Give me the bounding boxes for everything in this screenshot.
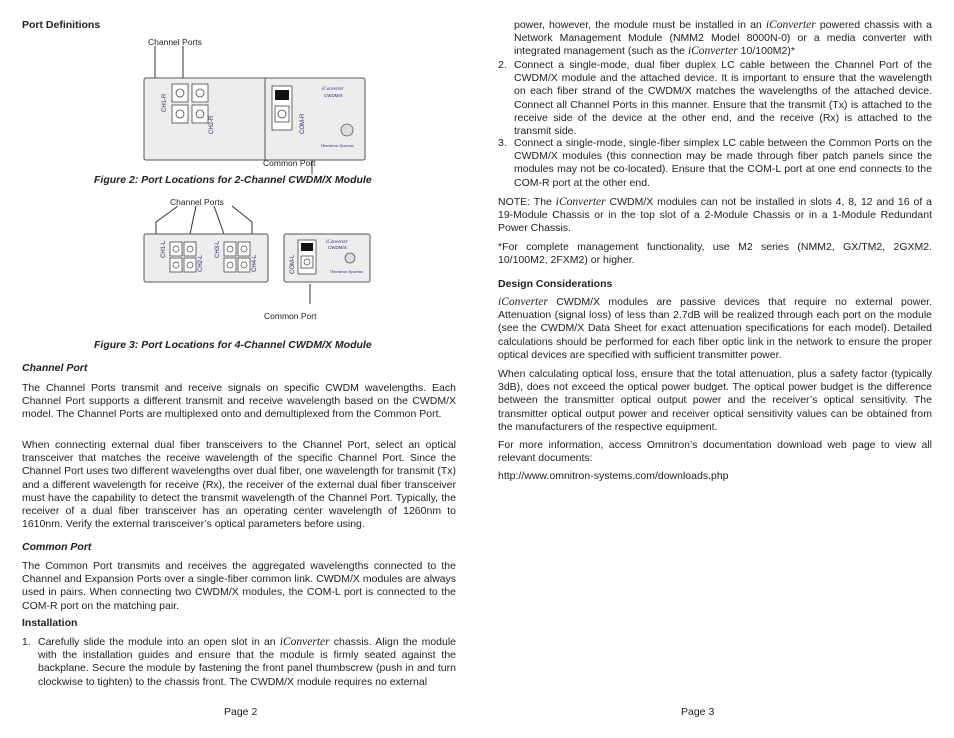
fig2-common-port-label: Common Port bbox=[263, 158, 316, 168]
cont-part-b: powered chassis with a Network Management Module (NMM2 Model 8000N-0) or a media converter with integrated management (such as the bbox=[514, 19, 932, 58]
design-brand: iConverter bbox=[498, 296, 548, 308]
figure-3 bbox=[142, 194, 382, 314]
fig3-diagram bbox=[142, 194, 382, 324]
more-info-paragraph: For more information, access Omnitron’s documentation download web page to view all relevant documents: bbox=[498, 439, 932, 465]
cont-part-c: 10/100M2)* bbox=[737, 45, 795, 58]
note-part-b: CWDM/X modules can not be installed in slots 4, 8, 12 and 16 of a 19-Module Chassis or in the top slot of a 2-Module Chassis or in a 1-Module Redundant Power Chassis. bbox=[498, 196, 933, 235]
cont-brand-2: iConverter bbox=[687, 45, 738, 58]
install-step-1-number: 1. bbox=[22, 636, 31, 648]
fig3-common-port-label: Common Port bbox=[264, 311, 317, 321]
install-step-1-text bbox=[38, 636, 456, 689]
design-paragraph-1-text: CWDM/X modules are passive devices that require no external power. Attenuation (signal loss) of less than 2.7dB will be realized through each port on the module (see the CWDM/X Data Sheet for exact attenuation specifications for each model). Detailed calculations should be performed for each fiber optic link in the network to ensure the proper optical devices are specified with sufficient transmitter power. bbox=[498, 296, 932, 361]
fig3-channel-ports-label: Channel Ports bbox=[170, 197, 224, 207]
cont-brand: iConverter bbox=[765, 19, 816, 31]
fig3-ch4-text: CH4-L bbox=[252, 254, 258, 272]
design-considerations-heading: Design Considerations bbox=[498, 278, 613, 290]
channel-port-paragraph-2: When connecting external dual fiber transceivers to the Channel Port, select an optical transceiver that matches the receive wavelength of the specific Channel Port. Since the Channel Port uses two different wavelengths over dual fiber, one wavelength for transmit (Tx) and a different wavelength for receive (Rx), the receiver of the external dual fiber transceiver must have the capability to detect the transmit wavelength of the Channel Port. Typically, the receiver of a dual fiber transceiver has an operating center wavelength of 1260nm to 1610nm. Verify the external transceiver’s optical parameters before using. bbox=[22, 439, 456, 531]
downloads-url[interactable]: http://www.omnitron-systems.com/downloads.php bbox=[498, 470, 729, 482]
fig3-com-text: COM-L bbox=[290, 254, 296, 274]
note-part-a: NOTE: The bbox=[498, 196, 556, 208]
fig2-ch2-text: CH2-R bbox=[209, 115, 215, 134]
figure-2-caption: Figure 2: Port Locations for 2-Channel CWDM/X Module bbox=[94, 174, 372, 186]
fig2-ch1-text: CH1-R bbox=[162, 93, 168, 112]
install-step-3-text: Connect a single-mode, single-fiber simplex LC cable between the Common Ports on the CWDM/X modules (this connection may be made through fiber patch panels since the modules may not be co-located). Ensure that the COM-L port at one end connects to the COM-R port at the other end. bbox=[514, 137, 932, 189]
install-step-1-continued-text bbox=[514, 19, 932, 59]
fig2-brand-text: iConverter bbox=[322, 87, 344, 92]
install-step-2-text: Connect a single-mode, dual fiber duplex LC cable between the Channel Port of the CWDM/X module and the attached device. It is important to ensure that the wavelength on each fiber strand of the CWDM/X matches the wavelengths of the attached device. Connect all Channel Ports in this manner. Ensure that the transmit (Tx) is attached to the receive side of the device at the other end, and the receive (Rx) is attached to the transmit side. bbox=[514, 59, 932, 138]
common-port-heading: Common Port bbox=[22, 541, 92, 553]
install-step-1-part-b: chassis. Align the module with the installation guides and ensure that the module is firmly seated against the backplane. Secure the module by fastening the front panel thumbscrew (push in and turn clockwise to tighten) to the chassis front. The CWDM/X module requires no external bbox=[38, 636, 457, 688]
footnote-paragraph: *For complete management functionality, use M2 series (NMM2, GX/TM2, 2GXM2. 10/100M2, 2FXM2) or higher. bbox=[498, 241, 932, 267]
port-definitions-heading: Port Definitions bbox=[22, 19, 101, 31]
fig2-maker-text: Omnitron Systems bbox=[321, 143, 354, 148]
install-step-2-number: 2. bbox=[498, 59, 507, 71]
figure-2 bbox=[142, 34, 372, 174]
fig2-model-text: CWDM/X bbox=[324, 93, 343, 98]
fig2-com-text: COM-R bbox=[300, 113, 306, 134]
installation-heading: Installation bbox=[22, 617, 78, 629]
fig3-ch3-text: CH3-L bbox=[215, 240, 221, 258]
figure-3-caption: Figure 3: Port Locations for 4-Channel CWDM/X Module bbox=[94, 339, 372, 351]
install-step-3-number: 3. bbox=[498, 137, 507, 149]
fig2-channel-ports-label: Channel Ports bbox=[148, 37, 202, 47]
install-step-1 bbox=[22, 636, 456, 689]
fig3-maker-text: Omnitron Systems bbox=[330, 269, 363, 274]
fig3-ch2-text: CH2-L bbox=[198, 254, 204, 272]
install-step-1-continued bbox=[498, 19, 932, 59]
install-step-2 bbox=[498, 59, 932, 138]
note-paragraph bbox=[498, 196, 932, 236]
install-step-3 bbox=[498, 137, 932, 190]
fig3-model-text: CWDM/X bbox=[328, 245, 347, 250]
fig2-diagram bbox=[142, 34, 372, 174]
fig3-ch1-text: CH1-L bbox=[161, 240, 167, 258]
page-number-right: Page 3 bbox=[681, 706, 715, 718]
fig3-brand-text: iConverter bbox=[326, 240, 348, 245]
channel-port-paragraph-1: The Channel Ports transmit and receive signals on specific CWDM wavelengths. Each Channel Port supports a different transmit and receive wavelength based on the CWDM/X model. The Channel Ports are multiplexed onto and demultiplexed from the Common Port. bbox=[22, 382, 456, 421]
install-step-1-part-a: Carefully slide the module into an open slot in an bbox=[38, 636, 280, 648]
page-number-left: Page 2 bbox=[224, 706, 258, 718]
note-brand: iConverter bbox=[555, 196, 606, 208]
channel-port-heading: Channel Port bbox=[22, 362, 88, 374]
design-paragraph-1 bbox=[498, 296, 932, 362]
cont-part-a: power, however, the module must be installed in an bbox=[514, 19, 766, 31]
install-step-1-brand: iConverter bbox=[279, 636, 330, 648]
design-paragraph-2: When calculating optical loss, ensure that the total attenuation, plus a safety factor (typically 3dB), does not exceed the optical power budget. The optical power budget is the difference between the transmitter optical output power and the receiver’s optical sensitivity. The transmitter optical output power and receiver optical sensitivity values can be obtained from the manufacturers of the respective equipment. bbox=[498, 368, 932, 433]
common-port-paragraph: The Common Port transmits and receives the aggregated wavelengths connected to the Channel and Expansion Ports over a single-fiber common link. CWDM/X modules are always used in pairs. When connecting two CWDM/X modules, the COM-L port is connected to the COM-R port on the matching pair. bbox=[22, 560, 456, 612]
